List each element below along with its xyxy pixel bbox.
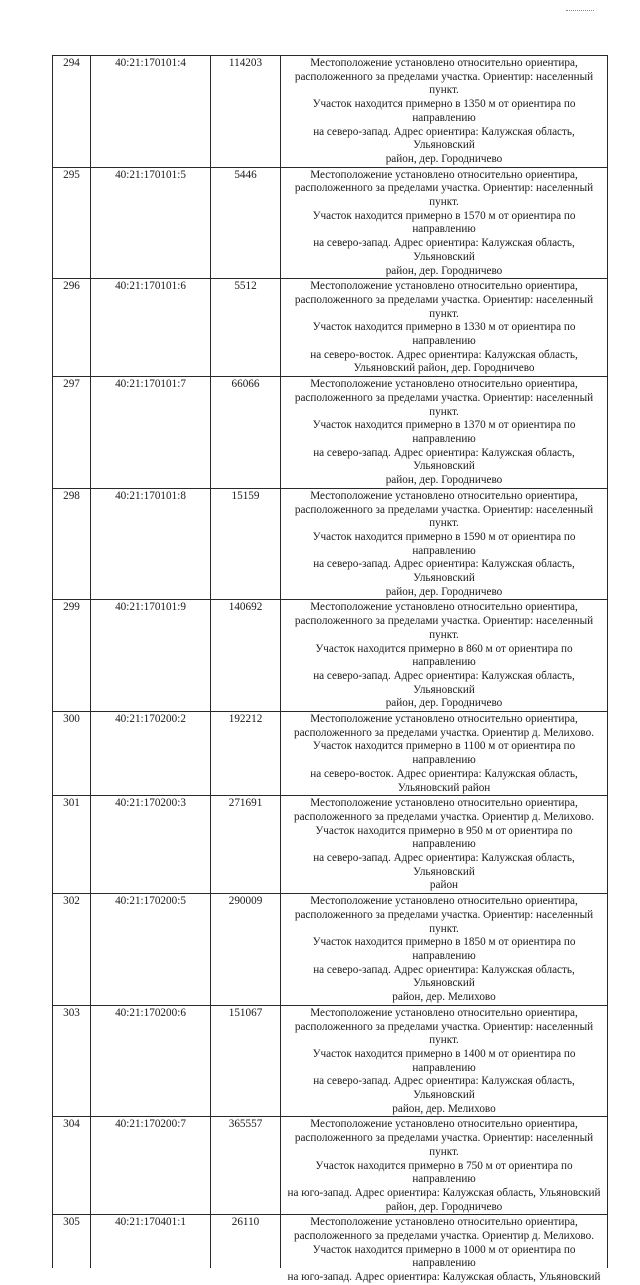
table-row bbox=[53, 279, 608, 377]
area-cell: 15159 bbox=[211, 488, 281, 600]
description-line: Участок находится примерно в 1370 м от ориентира по направлению bbox=[312, 419, 576, 445]
table-row bbox=[53, 1117, 608, 1215]
location-description bbox=[284, 713, 604, 795]
description-line: расположенного за пределами участка. Ориентир д. Мелихово. bbox=[293, 1230, 595, 1243]
cadastral-number-cell: 40:21:170200:3 bbox=[91, 796, 211, 894]
table-row bbox=[53, 894, 608, 1006]
cadastral-number-cell: 40:21:170200:7 bbox=[91, 1117, 211, 1215]
row-number-cell: 299 bbox=[53, 600, 91, 712]
description-line: расположенного за пределами участка. Ориентир д. Мелихово. bbox=[293, 810, 595, 823]
table-row bbox=[53, 56, 608, 168]
description-line: район, дер. Городничево bbox=[385, 152, 503, 165]
area-cell: 151067 bbox=[211, 1005, 281, 1117]
location-description-cell bbox=[281, 1117, 608, 1215]
description-line: на северо-запад. Адрес ориентира: Калужская область, Ульяновский bbox=[313, 669, 575, 696]
cadastral-number-cell: 40:21:170401:1 bbox=[91, 1215, 211, 1269]
description-line: расположенного за пределами участка. Ориентир: населенный пункт. bbox=[294, 615, 594, 641]
description-line: расположенного за пределами участка. Ориентир: населенный пункт. bbox=[294, 70, 594, 97]
row-number-cell: 305 bbox=[53, 1215, 91, 1269]
description-line: расположенного за пределами участка. Ориентир: населенный пункт. bbox=[294, 1020, 594, 1047]
location-description bbox=[284, 378, 604, 488]
description-line: Местоположение установлено относительно ориентира, bbox=[310, 797, 578, 810]
description-line: район, дер. Городничево bbox=[385, 697, 503, 710]
description-line: на северо-запад. Адрес ориентира: Калужская область, Ульяновский bbox=[313, 852, 575, 878]
row-number-cell: 300 bbox=[53, 712, 91, 796]
description-line: Участок находится примерно в 750 м от ориентира по направлению bbox=[315, 1159, 573, 1186]
location-description bbox=[284, 601, 604, 711]
area-cell: 271691 bbox=[211, 796, 281, 894]
description-line: Участок находится примерно в 1590 м от ориентира по направлению bbox=[312, 530, 576, 557]
description-line: Ульяновский район, дер. Городничево bbox=[353, 362, 535, 375]
description-line: расположенного за пределами участка. Ориентир: населенный пункт. bbox=[294, 908, 594, 935]
description-line: Ульяновский район bbox=[397, 781, 491, 794]
description-line: на северо-восток. Адрес ориентира: Калужская область, bbox=[310, 767, 578, 780]
location-description-cell bbox=[281, 488, 608, 600]
description-line: расположенного за пределами участка. Ориентир: населенный пункт. bbox=[294, 1132, 594, 1158]
description-line: Местоположение установлено относительно ориентира, bbox=[310, 895, 578, 908]
description-line: на северо-запад. Адрес ориентира: Калужская область, Ульяновский bbox=[313, 1075, 575, 1102]
location-description-cell bbox=[281, 712, 608, 796]
description-line: Участок находится примерно в 1850 м от ориентира по направлению bbox=[312, 936, 576, 962]
row-number-cell: 298 bbox=[53, 488, 91, 600]
cadastral-number-cell: 40:21:170101:7 bbox=[91, 377, 211, 489]
description-line: расположенного за пределами участка. Ориентир: населенный пункт. bbox=[294, 182, 594, 209]
location-description bbox=[284, 1118, 604, 1214]
cadastral-number-cell: 40:21:170101:5 bbox=[91, 167, 211, 279]
location-description bbox=[284, 1007, 604, 1117]
description-line: Участок находится примерно в 1330 м от ориентира по направлению bbox=[312, 321, 576, 348]
row-number-cell: 297 bbox=[53, 377, 91, 489]
description-line: Местоположение установлено относительно ориентира, bbox=[310, 601, 578, 614]
row-number-cell: 295 bbox=[53, 167, 91, 279]
table-row bbox=[53, 796, 608, 894]
description-line: на северо-запад. Адрес ориентира: Калужская область, Ульяновский bbox=[313, 963, 575, 990]
location-description bbox=[284, 490, 604, 600]
description-line: на северо-восток. Адрес ориентира: Калужская область, bbox=[310, 348, 578, 361]
description-line: Участок находится примерно в 860 м от ориентира по направлению bbox=[315, 642, 573, 669]
page-corner-mark bbox=[566, 10, 594, 13]
row-number-cell: 294 bbox=[53, 56, 91, 168]
cadastral-number-cell: 40:21:170101:9 bbox=[91, 600, 211, 712]
location-description-cell bbox=[281, 600, 608, 712]
location-description-cell bbox=[281, 377, 608, 489]
area-cell: 192212 bbox=[211, 712, 281, 796]
description-line: район, дер. Городничево bbox=[385, 1200, 503, 1213]
description-line: район, дер. Мелихово bbox=[392, 1102, 496, 1115]
area-cell: 290009 bbox=[211, 894, 281, 1006]
area-cell: 26110 bbox=[211, 1215, 281, 1269]
description-line: на юго-запад. Адрес ориентира: Калужская область, Ульяновский bbox=[287, 1271, 601, 1284]
parcels-table-body bbox=[53, 56, 608, 1284]
location-description-cell bbox=[281, 1005, 608, 1117]
description-line: район, дер. Городничево bbox=[385, 585, 503, 598]
description-line: расположенного за пределами участка. Ориентир д. Мелихово. bbox=[293, 726, 595, 739]
description-line: Местоположение установлено относительно ориентира, bbox=[310, 57, 578, 69]
area-cell: 5512 bbox=[211, 279, 281, 377]
cadastral-number-cell: 40:21:170101:6 bbox=[91, 279, 211, 377]
row-number-cell: 296 bbox=[53, 279, 91, 377]
location-description bbox=[284, 57, 604, 167]
description-line: на северо-запад. Адрес ориентира: Калужская область, Ульяновский bbox=[313, 446, 575, 473]
description-line: Местоположение установлено относительно ориентира, bbox=[310, 1216, 578, 1229]
table-row bbox=[53, 600, 608, 712]
description-line: Участок находится примерно в 1570 м от ориентира по направлению bbox=[312, 209, 576, 236]
description-line: район, дер. Мелихово bbox=[392, 991, 496, 1004]
description-line: на юго-запад. Адрес ориентира: Калужская область, Ульяновский bbox=[287, 1186, 601, 1199]
description-line: Участок находится примерно в 1350 м от ориентира по направлению bbox=[312, 98, 576, 124]
area-cell: 365557 bbox=[211, 1117, 281, 1215]
description-line: Участок находится примерно в 1400 м от ориентира по направлению bbox=[312, 1047, 576, 1074]
description-line: район, дер. Городничево bbox=[385, 264, 503, 277]
location-description-cell bbox=[281, 894, 608, 1006]
location-description-cell bbox=[281, 1215, 608, 1284]
location-description bbox=[284, 797, 604, 893]
description-line: район bbox=[429, 879, 459, 892]
area-cell: 140692 bbox=[211, 600, 281, 712]
location-description bbox=[284, 169, 604, 279]
description-line: Участок находится примерно в 1100 м от ориентира по направлению bbox=[312, 740, 576, 767]
parcels-table bbox=[52, 55, 608, 1284]
row-number-cell: 301 bbox=[53, 796, 91, 894]
description-line: Местоположение установлено относительно ориентира, bbox=[310, 1118, 578, 1131]
location-description-cell bbox=[281, 796, 608, 894]
table-row bbox=[53, 167, 608, 279]
description-line: Местоположение установлено относительно ориентира, bbox=[310, 378, 578, 391]
description-line: Местоположение установлено относительно ориентира, bbox=[310, 713, 578, 726]
description-line: расположенного за пределами участка. Ориентир: населенный пункт. bbox=[294, 503, 594, 530]
description-line: на северо-запад. Адрес ориентира: Калужская область, Ульяновский bbox=[313, 558, 575, 585]
row-number-cell: 303 bbox=[53, 1005, 91, 1117]
table-row bbox=[53, 488, 608, 600]
description-line: на северо-запад. Адрес ориентира: Калужская область, Ульяновский bbox=[313, 237, 575, 263]
table-row bbox=[53, 1005, 608, 1117]
cadastral-number-cell: 40:21:170200:5 bbox=[91, 894, 211, 1006]
location-description-cell bbox=[281, 56, 608, 168]
area-cell: 66066 bbox=[211, 377, 281, 489]
location-description bbox=[284, 280, 604, 376]
location-description bbox=[284, 1216, 604, 1284]
cadastral-number-cell: 40:21:170200:2 bbox=[91, 712, 211, 796]
description-line: Участок находится примерно в 950 м от ориентира по направлению bbox=[315, 824, 573, 851]
location-description bbox=[284, 895, 604, 1005]
description-line: на северо-запад. Адрес ориентира: Калужская область, Ульяновский bbox=[313, 125, 575, 152]
cadastral-number-cell: 40:21:170101:4 bbox=[91, 56, 211, 168]
description-line: Местоположение установлено относительно ориентира, bbox=[310, 168, 578, 181]
description-line: расположенного за пределами участка. Ориентир: населенный пункт. bbox=[294, 391, 594, 418]
description-line: расположенного за пределами участка. Ориентир: населенный пункт. bbox=[294, 293, 594, 320]
description-line: Местоположение установлено относительно ориентира, bbox=[310, 1006, 578, 1019]
cadastral-number-cell: 40:21:170101:8 bbox=[91, 488, 211, 600]
description-line: район, дер. Городничево bbox=[385, 474, 503, 487]
row-number-cell: 302 bbox=[53, 894, 91, 1006]
table-row bbox=[53, 712, 608, 796]
row-number-cell: 304 bbox=[53, 1117, 91, 1215]
description-line: Участок находится примерно в 1000 м от ориентира по направлению bbox=[312, 1243, 576, 1270]
cadastral-number-cell: 40:21:170200:6 bbox=[91, 1005, 211, 1117]
area-cell: 5446 bbox=[211, 167, 281, 279]
table-row bbox=[53, 377, 608, 489]
description-line: Местоположение установлено относительно ориентира, bbox=[310, 280, 578, 293]
location-description-cell bbox=[281, 167, 608, 279]
table-row bbox=[53, 1215, 608, 1269]
area-cell: 114203 bbox=[211, 56, 281, 168]
description-line: Местоположение установлено относительно ориентира, bbox=[310, 489, 578, 502]
location-description-cell bbox=[281, 279, 608, 377]
